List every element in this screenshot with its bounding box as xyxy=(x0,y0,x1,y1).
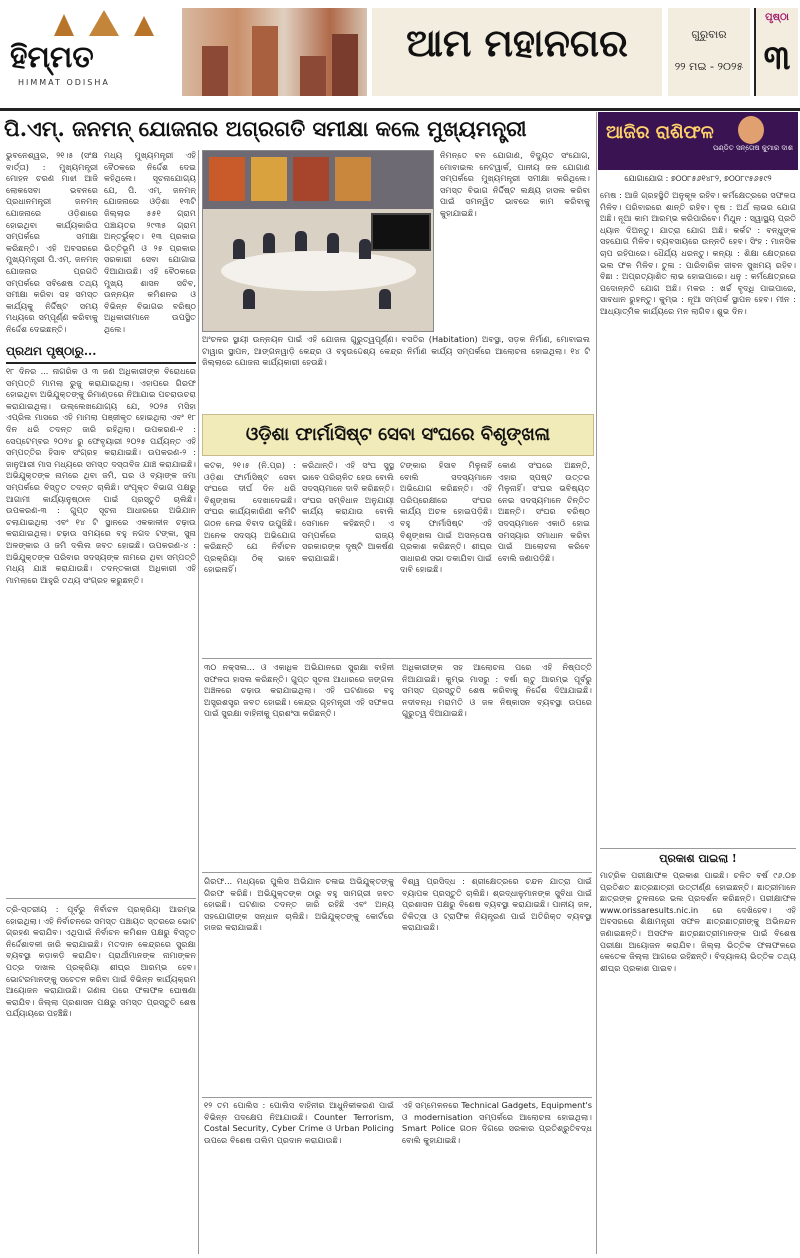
section-nameplate xyxy=(372,8,662,96)
masthead xyxy=(0,0,800,111)
horoscope-contact: ଯୋଗାଯୋଗ : ୭୦୦୮୫୬୧୪୮୨, ୭୦୦୮୯୫୬୫୯୨ xyxy=(624,174,772,183)
pharmacist-column-1: କଟକ, ୨୧।୫ (ନି.ପ୍ର) : ଓଡ଼ିଶା ଫାର୍ମାସିଷ୍ଟ ସେବା ସଂଘରେ ଦୀର୍ଘ ଦିନ ଧରି ବିଶୃଙ୍ଖଳା ଦେଖାଦେଇଛି। ସଂଘର କାର୍ଯ୍ୟକାରିଣୀ କମିଟି ଗଠନ ନେଇ ବିବାଦ ଉପୁଜିଛି। ଅନେକ ସଦସ୍ୟ ଅଭିଯୋଗ କରିଛନ୍ତି ଯେ ନିର୍ବାଚନ ପ୍ରକ୍ରିୟା ଠିକ୍ ଭାବେ ହୋଇନାହିଁ। xyxy=(204,460,296,575)
logo-subtext: HIMMAT ODISHA xyxy=(18,78,110,87)
lead-column-3: ନିମନ୍ତେ ବନ ଯୋଗାଣ, ବିଦ୍ୟୁତ ସଂଯୋଗ, ମୋବାଇଲ ନେଟୱାର୍କ, ପାନୀୟ ଜଳ ଯୋଗାଣ ସମ୍ପର୍କରେ ମୁଖ୍ୟମନ୍ତ୍ରୀ ସମୀକ୍ଷା କରିଥିଲେ। ସମସ୍ତ ବିଭାଗ ନିର୍ଦ୍ଦିଷ୍ଟ ଲକ୍ଷ୍ୟ ହାସଲ କରିବା ପାଇଁ ସମନ୍ୱିତ ଭାବରେ କାମ କରିବାକୁ କୁହାଯାଇଛି। xyxy=(440,150,590,218)
lead-headline: ପି.ଏମ୍. ଜନମନ୍ ଯୋଜନାର ଅଗ୍ରଗତି ସମୀକ୍ଷା କଲେ ମୁଖ୍ୟମନ୍ତ୍ରୀ xyxy=(4,116,527,141)
horoscope-text: ମେଷ : ଆଜି ଗ୍ରହସ୍ଥିତି ଅନୁକୂଳ ରହିବ। କର୍ମକ୍ଷେତ୍ରରେ ସଫଳତା ମିଳିବ। ପରିବାରରେ ଶାନ୍ତି ରହିବ। ବୃଷ : ଅର୍ଥ ଲାଭର ଯୋଗ ଅଛି। ନୂଆ କାମ ଆରମ୍ଭ କରିପାରିବେ। ମିଥୁନ : ସ୍ୱାସ୍ଥ୍ୟ ପ୍ରତି ଧ୍ୟାନ ଦିଅନ୍ତୁ। ଯାତ୍ରା ଯୋଗ ଅଛି। କର୍କଟ : ବନ୍ଧୁଙ୍କ ସହଯୋଗ ମିଳିବ। ବ୍ୟବସାୟରେ ଉନ୍ନତି ହେବ। ସିଂହ : ମାନସିକ ଚାପ ରହିପାରେ। ଧୈର୍ଯ୍ୟ ଧରନ୍ତୁ। କନ୍ୟା : ଶିକ୍ଷା କ୍ଷେତ୍ରରେ ଭଲ ଫଳ ମିଳିବ। ତୁଳା : ପାରିବାରିକ ଜୀବନ ସୁଖମୟ ରହିବ। ବିଛା : ଅପ୍ରତ୍ୟାଶିତ ଲାଭ ହୋଇପାରେ। ଧନୁ : କର୍ମକ୍ଷେତ୍ରରେ ପଦୋନ୍ନତି ଯୋଗ ଅଛି। ମକର : ଖର୍ଚ୍ଚ ବୃଦ୍ଧି ପାଇପାରେ, ସାବଧାନ ରୁହନ୍ତୁ। କୁମ୍ଭ : ନୂଆ ସମ୍ପର୍କ ସ୍ଥାପନ ହେବ। ମୀନ : ଆଧ୍ୟାତ୍ମିକ କାର୍ଯ୍ୟରେ ମନ ଲାଗିବ। ଶୁଭ ଦିନ। xyxy=(600,190,796,316)
section-divider xyxy=(6,898,196,899)
pharmacist-column-3: ଟଙ୍କାର ହିସାବ ମିଳୁନାହିଁ ବୋଲି ସଦସ୍ୟମାନେ ଅଭିଯୋଗ କରିଛନ୍ତି। ଏହି ପରିପ୍ରେକ୍ଷୀରେ ସଂଘର କାର୍ଯ୍ୟ ଅଚଳ ହୋଇପଡ଼ିଛି। ବହୁ ଫାର୍ମାସିଷ୍ଟ ଏହି ବିଶୃଙ୍ଖଳା ପାଇଁ ଅସନ୍ତୋଷ ପ୍ରକାଶ କରିଛନ୍ତି। ଶୀଘ୍ର ସାଧାରଣ ସଭା ଡକାଯିବା ପାଇଁ ଦାବି ହୋଇଛି। xyxy=(400,460,492,575)
chandan-yatra-story-column: ବିଶ୍ୱ ପ୍ରସିଦ୍ଧ : ଶ୍ରୀକ୍ଷେତ୍ରରେ ଚନ୍ଦନ ଯାତ୍ରା ପାଇଁ ବ୍ୟାପକ ପ୍ରସ୍ତୁତି ଚାଲିଛି। ଶ୍ରଦ୍ଧାଳୁମାନଙ୍କ ସୁବିଧା ପାଇଁ ପ୍ରଶାସନ ପକ୍ଷରୁ ବିଶେଷ ବ୍ୟବସ୍ଥା କରାଯାଇଛି। ପାନୀୟ ଜଳ, ଚିକିତ୍ସା ଓ ଟ୍ରାଫିକ ନିୟନ୍ତ୍ରଣ ପାଇଁ ଅତିରିକ୍ତ ବ୍ୟବସ୍ଥା କରାଯାଇଛି। xyxy=(402,876,592,933)
prakash-heading: ପ୍ରକାଶ ପାଇଲା ! xyxy=(659,852,737,865)
column-divider xyxy=(596,112,597,1254)
lead-column-2: ମଧ୍ୟ ମୁଖ୍ୟମନ୍ତ୍ରୀ ଏହି ବୈଠକରେ ନିର୍ଦ୍ଦେଶ ଦେଇ କହିଥିଲେ। ସୂଚନାଯୋଗ୍ୟ ଯେ, ପି. ଏମ୍. ଜନମନ୍ ଯୋଜନାରେ ଓଡ଼ିଶା ୧୩ଟି ଜିଲ୍ଲାର ୫୫୧ ଗ୍ରାମ ପଞ୍ଚାୟତର ୨୯୩୫ ଗ୍ରାମ ଅନ୍ତର୍ଭୁକ୍ତ। ୧୩ ପ୍ରକାର ଭିତ୍ତିଭୂମି ଓ ୨୫ ପ୍ରକାର ସରକାରୀ ସେବା ଯୋଗାଇ ଦିଆଯାଉଛି। ଏହି ବୈଠକରେ ମୁଖ୍ୟ ଶାସନ ସଚିବ, ଉନ୍ନୟନ କମିଶନର ଓ ବିଭିନ୍ନ ବିଭାଗର ବରିଷ୍ଠ ଅଧିକାରୀମାନେ ଉପସ୍ଥିତ ଥିଲେ। xyxy=(104,150,196,334)
newspaper-logo xyxy=(4,6,179,94)
pharmacist-column-4: କୋଣ ସଂଘରେ ଅଛନ୍ତି, ଏହାର ସ୍ପଷ୍ଟ ଉତ୍ତର ମିଳୁନାହିଁ। ସଂଘର ଭବିଷ୍ୟତ ନେଇ ସଦସ୍ୟମାନେ ଚିନ୍ତିତ ଅଛନ୍ତି। ସଂଘର ବରିଷ୍ଠ ସଦସ୍ୟମାନେ ଏକାଠି ହୋଇ ସମସ୍ୟାର ସମାଧାନ କରିବା ପାଇଁ ଆଲୋଚନା କରିବେ ବୋଲି ଜଣାପଡ଼ିଛି। xyxy=(498,460,590,563)
prakash-text: ମାଟ୍ରିକ ପରୀକ୍ଷାଫଳ ପ୍ରକାଶ ପାଇଛି। ଚଳିତ ବର୍ଷ ୯୬.୦୭ ପ୍ରତିଶତ ଛାତ୍ରଛାତ୍ରୀ ଉତ୍ତୀର୍ଣ୍ଣ ହୋଇଛନ୍ତି। ଛାତ୍ରୀମାନେ ଛାତ୍ରଙ୍କ ତୁଳନାରେ ଭଲ ପ୍ରଦର୍ଶନ କରିଛନ୍ତି। ପରୀକ୍ଷାଫଳ www.orissaresults.nic.in ରେ ଦେଖିହେବ। ଏହି ଅବସରରେ ଶିକ୍ଷାମନ୍ତ୍ରୀ ସଫଳ ଛାତ୍ରଛାତ୍ରୀଙ୍କୁ ଅଭିନନ୍ଦନ ଜଣାଇଛନ୍ତି। ଅସଫଳ ଛାତ୍ରଛାତ୍ରୀମାନଙ୍କ ପାଇଁ ବିଶେଷ ପରୀକ୍ଷା ଆୟୋଜନ କରାଯିବ। ଜିଲ୍ଲା ଭିତ୍ତିକ ଫଳାଫଳରେ କେତେକ ଜିଲ୍ଲା ଆଗରେ ରହିଛନ୍ତି। ବିଦ୍ୟାଳୟ ଭିତ୍ତିକ ତଥ୍ୟ ଶୀଘ୍ର ପ୍ରକାଶ ପାଇବ। xyxy=(600,870,796,973)
section-divider xyxy=(600,848,796,849)
astrologer-photo xyxy=(738,116,764,144)
police-story-column-1: ୧୨ ତମ ପୋଲିସ : ପୋଲିସ ବାହିନୀର ଆଧୁନିକୀକରଣ ପାଇଁ ବିଭିନ୍ନ ପଦକ୍ଷେପ ନିଆଯାଉଛି। Counter Terrorism, Costal Security, Cyber Crime ଓ Urban Policing ଉପରେ ବିଶେଷ ତାଲିମ ପ୍ରଦାନ କରାଯାଉଛି। xyxy=(204,1100,394,1145)
temple-ornament-icon xyxy=(44,8,164,38)
pharmacist-headline-banner xyxy=(202,414,594,456)
logo-text: ହିମ୍ମତ xyxy=(10,40,94,75)
front-page-column-1: ୧୮ ଦିନର ... ନାଗରିକ ଓ ୩ ଜଣ ଅଧିକାରୀଙ୍କ ବିରୋଧରେ ସମ୍ପତ୍ତି ମାମଲା ରୁଜୁ କରାଯାଇଥିଲା। ଏହାପରେ ଗିରଫ ହୋଇଥିବା ଅଭିଯୁକ୍ତଙ୍କୁ ରିମାଣ୍ଡରେ ନିଆଯାଇ ପଚରାଉଚରା କରାଯାଇଥିଲା। ଉଲ୍ଲେଖଯୋଗ୍ୟ ଯେ, ୨୦୨୫ ମସିହା ଏପ୍ରିଲ ମାସରେ ଏହି ମାମଲା ପଞ୍ଜୀକୃତ ହୋଇଥିଲା ଏବଂ ୧୮ ଦିନ ଧରି ତଦନ୍ତ ଜାରି ରହିଥିଲା। ଉପକରଣ-୧ : ସେପ୍ଟେମ୍ବର ୨୦୨୪ ରୁ ଫେବୃୟାରୀ ୨୦୨୫ ପର୍ଯ୍ୟନ୍ତ ଏହି ସମ୍ପତ୍ତିର ହିସାବ ସଂଗ୍ରହ କରାଯାଇଛି। ଉପକରଣ-୨ : ଜାନୁଆରୀ ମାସ ମଧ୍ୟରେ ସମସ୍ତ ଦସ୍ତାବିଜ ଯାଞ୍ଚ କରାଯାଇଛି। ଅଭିଯୁକ୍ତଙ୍କ ନାମରେ ଥିବା ଜମି, ଘର ଓ ବ୍ୟାଙ୍କ ଜମା ସମ୍ପର୍କରେ ବିସ୍ତୃତ ତଦନ୍ତ ଚାଲିଛି। ସଂପୃକ୍ତ ବିଭାଗ ପକ୍ଷରୁ ଆଗାମୀ କାର୍ଯ୍ୟାନୁଷ୍ଠାନ ପାଇଁ ପ୍ରସ୍ତୁତି ଚାଲିଛି। ଉପକରଣ-୩ : ଗୁପ୍ତ ସୂଚନା ଆଧାରରେ ଅଭିଯାନ ଚଲାଯାଇଥିଲା ଏବଂ ୧୪ ଟି ସ୍ଥାନରେ ଏକକାଳୀନ ଚଢ଼ାଉ କରାଯାଇଥିଲା। ଚଢ଼ାଉ ସମୟରେ ବହୁ ନଗଦ ଟଙ୍କା, ସୁନା ଅଳଙ୍କାର ଓ ଜମି ଦଲିଲ ଜବତ ହୋଇଛି। ଉପକରଣ-୪ : ଅଭିଯୁକ୍ତଙ୍କ ପରିବାର ସଦସ୍ୟଙ୍କ ନାମରେ ଥିବା ସମ୍ପତ୍ତି ମଧ୍ୟ ଯାଞ୍ଚ କରାଯାଉଛି। ତଦନ୍ତକାରୀ ଅଧିକାରୀ ଏହି ମାମଲାରେ ଆହୁରି ତଥ୍ୟ ସଂଗ୍ରହ କରୁଛନ୍ତି। xyxy=(6,366,196,585)
section-divider xyxy=(202,658,592,659)
horoscope-title: ଆଜିର ରାଶିଫଳ xyxy=(606,122,714,143)
front-page-column-2: ତ୍ରି-ସ୍ତରୀୟ : ପୂର୍ବରୁ ନିର୍ବାଚନ ପ୍ରକ୍ରିୟା ଆରମ୍ଭ ହୋଇଥିଲା। ଏହି ନିର୍ବାଚନରେ ସମସ୍ତ ପଞ୍ଚାୟତ ସ୍ତରରେ ଭୋଟ ଗ୍ରହଣ କରାଯିବ। ଏଥିପାଇଁ ନିର୍ବାଚନ କମିଶନ ପକ୍ଷରୁ ବିସ୍ତୃତ ନିର୍ଦ୍ଦେଶାବଳୀ ଜାରି କରାଯାଇଛି। ମତଦାନ କେନ୍ଦ୍ରରେ ସୁରକ୍ଷା ବ୍ୟବସ୍ଥା କଡ଼ାକଡ଼ି କରାଯିବ। ପ୍ରାର୍ଥୀମାନଙ୍କ ନାମାଙ୍କନ ପତ୍ର ଦାଖଲ ପ୍ରକ୍ରିୟା ଶୀଘ୍ର ଆରମ୍ଭ ହେବ। ଭୋଟରମାନଙ୍କୁ ସଚେତନ କରିବା ପାଇଁ ବିଭିନ୍ନ କାର୍ଯ୍ୟକ୍ରମ ଆୟୋଜନ କରାଯାଉଛି। ଗଣନା ପରେ ଫଳାଫଳ ଘୋଷଣା କରାଯିବ। ଜିଲ୍ଲା ପ୍ରଶାସନ ପକ୍ଷରୁ ସମସ୍ତ ପ୍ରସ୍ତୁତି ଶେଷ ପର୍ଯ୍ୟାୟରେ ପହଞ୍ଚିଛି। xyxy=(6,904,196,1019)
front-page-continued-heading xyxy=(6,340,196,364)
page-number-box xyxy=(754,8,798,96)
meeting-photo xyxy=(202,150,434,332)
page-number: ୩ xyxy=(763,38,791,78)
pharmacist-headline: ଓଡ଼ିଶା ଫାର୍ମାସିଷ୍ଟ ସେବା ସଂଘରେ ବିଶୃଙ୍ଖଳା xyxy=(245,424,551,445)
section-divider xyxy=(202,872,592,873)
day-label: ଗୁରୁବାର xyxy=(691,28,727,41)
monsoon-story-column: ଅଧିକାରୀଙ୍କ ସହ ଆଲୋଚନା ପରେ ଏହି ନିଷ୍ପତ୍ତି ନିଆଯାଇଛି। କୁମ୍ଭ ମାସରୁ : ବର୍ଷା ଋତୁ ଆରମ୍ଭ ପୂର୍ବରୁ ସମସ୍ତ ପ୍ରସ୍ତୁତି ଶେଷ କରିବାକୁ ନିର୍ଦ୍ଦେଶ ଦିଆଯାଇଛି। ନଦୀବନ୍ଧ ମରାମତି ଓ ଜଳ ନିଷ୍କାସନ ବ୍ୟବସ୍ଥା ଉପରେ ଗୁରୁତ୍ୱ ଦିଆଯାଇଛି। xyxy=(402,662,592,719)
column-divider xyxy=(198,150,199,1254)
city-photo-strip xyxy=(182,8,367,96)
lead-bottom-text: ଅଂଚଳର ସ୍ଥାୟୀ ଉନ୍ନୟନ ପାଇଁ ଏହି ଯୋଜନା ଗୁରୁତ୍ୱପୂର୍ଣ୍ଣ। ବସତିର (Habitation) ଅବସ୍ଥା, ସଡ଼କ ନିର୍ମାଣ, ମୋବାଇଲ ଟାୱାର ସ୍ଥାପନ, ଆଙ୍ଗନୱାଡ଼ି କେନ୍ଦ୍ର ଓ ବହୁଉଦ୍ଦେଶ୍ୟ କେନ୍ଦ୍ର ନିର୍ମାଣ କାର୍ଯ୍ୟ ସମ୍ପର୍କରେ ଆଲୋଚନା ହୋଇଥିଲା। ୧୪ ଟି ଜିଲ୍ଲାରେ ଯୋଜନା କାର୍ଯ୍ୟକାରୀ ହେଉଛି। xyxy=(202,334,590,368)
section-title: ଆମ ମହାନଗର xyxy=(406,20,628,65)
date-label: ୨୨ ମଇ - ୨୦୨୫ xyxy=(674,60,744,73)
horoscope-banner xyxy=(598,112,798,170)
section-divider xyxy=(202,1097,592,1098)
lead-column-1: ଭୁବନେଶ୍ୱର, ୨୧।୫ (ସଂକ୍ଷ ବାର୍ତ୍ତା) : ମୁଖ୍ୟମନ୍ତ୍ରୀ ମୋହନ ଚରଣ ମାଝୀ ଆଜି ଲୋକସେବା ଭବନରେ ପ୍ରଧାନମନ୍ତ୍ରୀ ଜନମନ୍ ଯୋଜନାରେ ଓଡ଼ିଶାରେ ହୋଇଥିବା କାର୍ଯ୍ୟକାରିତା ସମ୍ପର୍କରେ ସମୀକ୍ଷା କରିଛନ୍ତି। ଏହି ଅବସରରେ ମୁଖ୍ୟମନ୍ତ୍ରୀ ପି.ଏମ୍. ଜନମନ୍ ଯୋଜନାର ପ୍ରଗତି ସମ୍ପର୍କରେ ସବିଶେଷ ତଥ୍ୟ ସମୀକ୍ଷା କରିବା ସହ ସମସ୍ତ କାର୍ଯ୍ୟକୁ ନିର୍ଦ୍ଦିଷ୍ଟ ସମୟ ମଧ୍ୟରେ ସମ୍ପୂର୍ଣ୍ଣ କରିବାକୁ ନିର୍ଦ୍ଦେଶ ଦେଇଛନ୍ତି। xyxy=(6,150,98,334)
naxal-story-column: ୩୦ ନକ୍ସଲ... ଓ ଏକାଧିକ ଅଭିଯାନରେ ସୁରକ୍ଷା ବାହିନୀ ସଫଳତା ହାସଲ କରିଛନ୍ତି। ଗୁପ୍ତ ସୂଚନା ଆଧାରରେ ଜଙ୍ଗଲ ଅଞ୍ଚଳରେ ଚଢ଼ାଉ କରାଯାଇଥିଲା। ଏହି ଘଟଣାରେ ବହୁ ଅସ୍ତ୍ରଶସ୍ତ୍ର ଜବତ ହୋଇଛି। କେନ୍ଦ୍ର ଗୃହମନ୍ତ୍ରୀ ଏହି ସଫଳତା ପାଇଁ ସୁରକ୍ଷା ବାହିନୀକୁ ପ୍ରଶଂସା କରିଛନ୍ତି। xyxy=(204,662,394,719)
arrest-story-column: ଗିରଫ... ମଧ୍ୟରେ ପୁଲିସ ଅଭିଯାନ ଚଳାଇ ଅଭିଯୁକ୍ତଙ୍କୁ ଗିରଫ କରିଛି। ଅଭିଯୁକ୍ତଙ୍କ ଠାରୁ ବହୁ ସାମଗ୍ରୀ ଜବତ ହୋଇଛି। ଘଟଣାର ତଦନ୍ତ ଜାରି ରହିଛି ଏବଂ ଅନ୍ୟ ସହଯୋଗୀଙ୍କ ସନ୍ଧାନ ଚାଲିଛି। ଅଭିଯୁକ୍ତଙ୍କୁ କୋର୍ଟରେ ହାଜର କରାଯାଇଛି। xyxy=(204,876,394,933)
pharmacist-column-2: କରିଥାନ୍ତି। ଏହି ସଂଘ ସୁସ୍ଥ ଭାବେ ପରିଚାଳିତ ହେଉ ବୋଲି ସଦସ୍ୟମାନେ ଦାବି କରିଛନ୍ତି। ସଂଘର ସମ୍ବିଧାନ ଅନୁଯାୟୀ କାର୍ଯ୍ୟ କରାଯାଉ ବୋଲି ସେମାନେ କହିଛନ୍ତି। ଏ ସମ୍ପର୍କରେ ରାଜ୍ୟ ସରକାରଙ୍କ ଦୃଷ୍ଟି ଆକର୍ଷଣ କରାଯାଇଛି। xyxy=(302,460,394,563)
front-page-heading-text: ପ୍ରଥମ ପୃଷ୍ଠାରୁ... xyxy=(6,344,97,358)
astrologer-name: ପଣ୍ଡିତ ସନ୍ତୋଷ କୁମାର ଦାଶ xyxy=(713,144,793,152)
police-story-column-2: ଏହି ସମ୍ମେଳନରେ Technical Gadgets, Equipment's ଓ modernisation ସମ୍ପର୍କରେ ଆଲୋଚନା ହୋଇଥିଲା। Smart Police ଗଠନ ଦିଗରେ ସରକାର ପ୍ରତିଶ୍ରୁତିବଦ୍ଧ ବୋଲି କୁହାଯାଇଛି। xyxy=(402,1100,592,1145)
page-label: ପୃଷ୍ଠା xyxy=(765,12,789,23)
date-block xyxy=(668,8,750,96)
